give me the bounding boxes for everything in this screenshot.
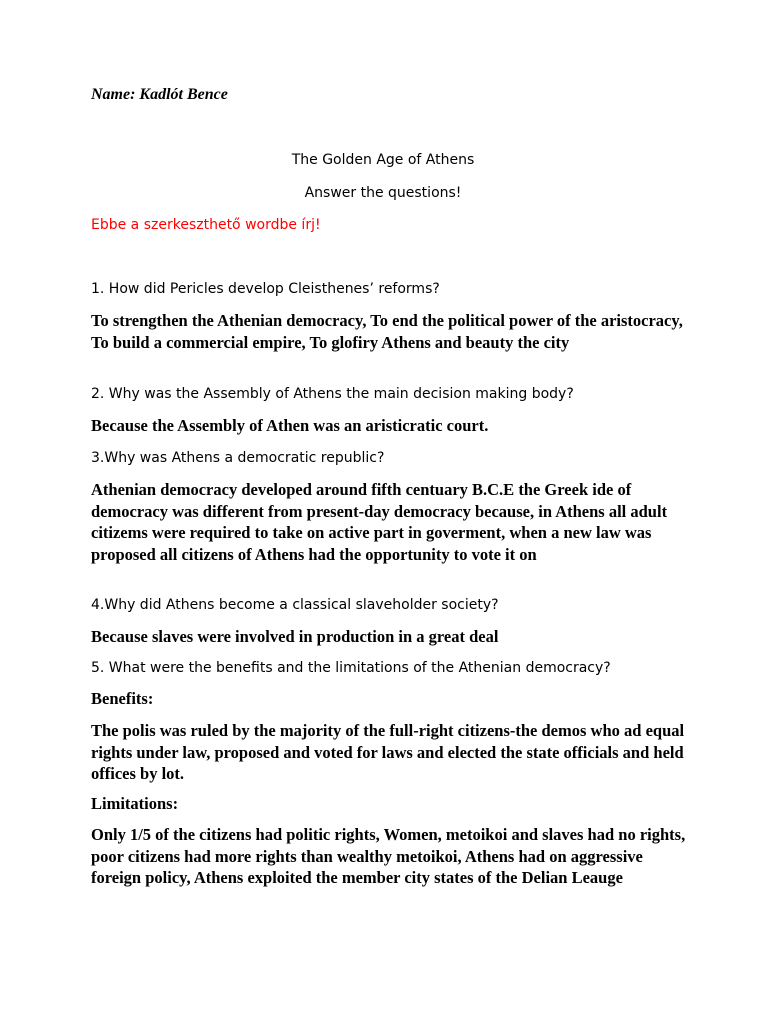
- benefits-label: Benefits:: [91, 689, 154, 708]
- benefits-answer: The polis was ruled by the majority of the full-right citizens-the demos who ad equal rights under law, proposed and voted for laws and elected the state officials and held offices by lot.: [91, 721, 685, 783]
- instruction-text: Ebbe a szerkeszthető wordbe írj!: [91, 217, 321, 233]
- question-2: 2. Why was the Assembly of Athens the main decision making body?: [91, 386, 574, 402]
- answer-3: Athenian democracy developed around fifth centuary B.C.E the Greek ide of democracy was different from present-day democracy because, in Athens all adult citizems were required to take on active part in goverment, when a new law was proposed all citizens of Athens had the opportunity to vote it on: [91, 480, 668, 564]
- limitations-answer: Only 1/5 of the citizens had politic rights, Women, metoikoi and slaves had no rights, poor citizens had more rights than wealthy metoikoi, Athens had on aggressive foreign policy, Athens exploited the member city states of the Delian Leauge: [91, 825, 686, 887]
- question-3: 3.Why was Athens a democratic republic?: [91, 450, 385, 466]
- answer-2: Because the Assembly of Athen was an aristicratic court.: [91, 416, 489, 435]
- document-subtitle: Answer the questions!: [304, 185, 462, 201]
- document-title: The Golden Age of Athens: [291, 152, 475, 168]
- student-name: Name: Kadlót Bence: [91, 86, 228, 103]
- question-1: 1. How did Pericles develop Cleisthenes’ reforms?: [91, 281, 440, 297]
- answer-1: To strengthen the Athenian democracy, To end the political power of the aristocracy, To build a commercial empire, To glofiry Athens and beauty the city: [91, 311, 683, 352]
- answer-4: Because slaves were involved in production in a great deal: [91, 627, 499, 646]
- limitations-label: Limitations:: [91, 794, 179, 813]
- question-4: 4.Why did Athens become a classical slaveholder society?: [91, 597, 499, 613]
- question-5: 5. What were the benefits and the limitations of the Athenian democracy?: [91, 660, 611, 676]
